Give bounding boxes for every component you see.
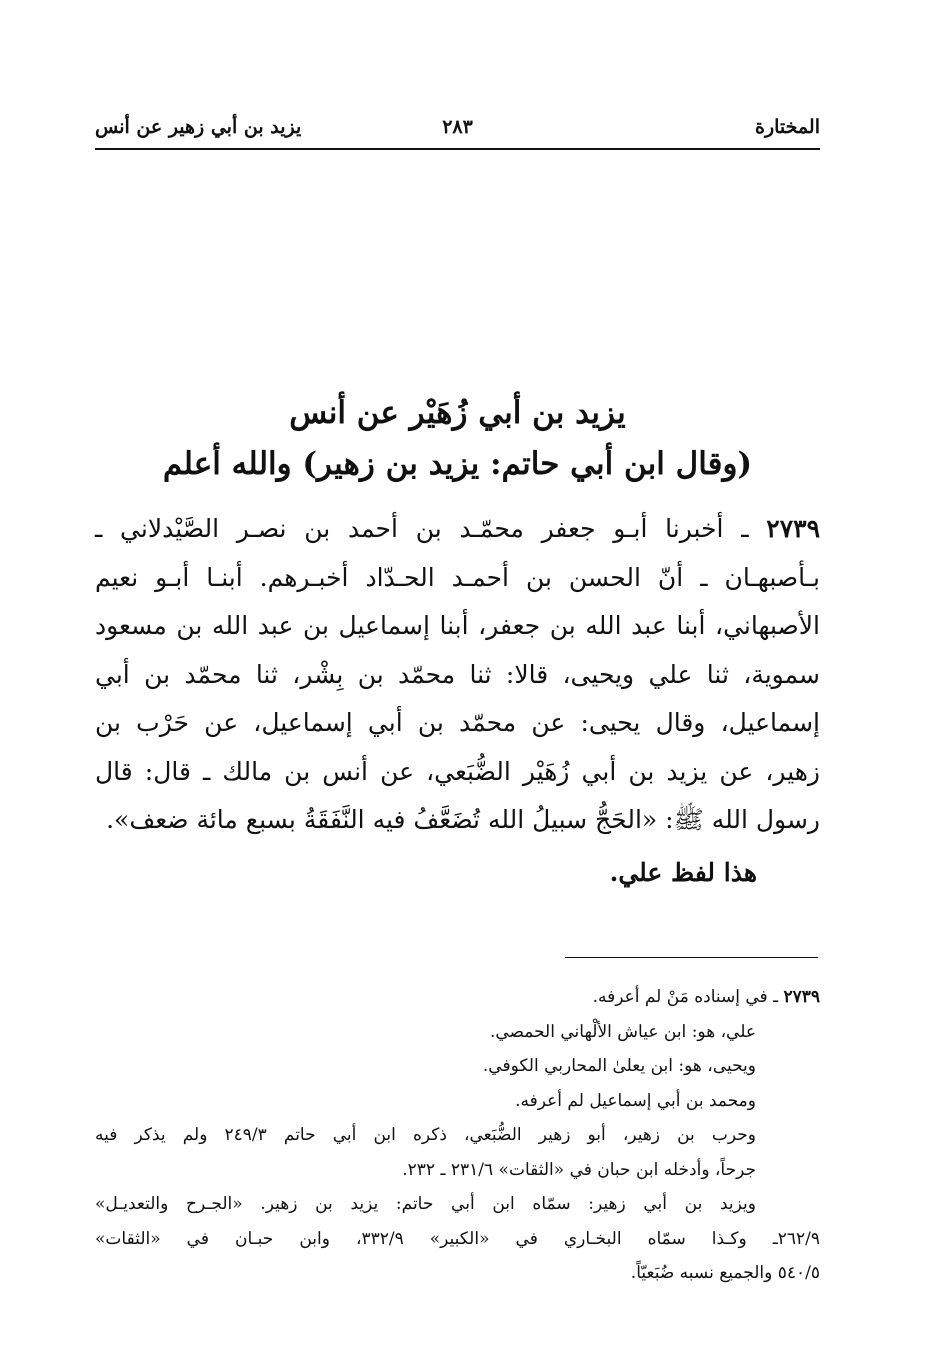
footnote-line-2: علي، هو: ابن عياش الألْهاني الحمصي. [489,1021,756,1042]
running-header [95,112,820,146]
header-book-title: المختارة [755,116,820,138]
footnote-line-9: ٥٤٠/٥ والجميع نسبه ضُبَعيّاً. [630,1263,820,1283]
footnote-line-7: ويزيد بن أبي زهير: سمّاه ابن أبي حاتم: يزيد بن زهير. «الجـرح والتعديـل» [95,1194,756,1214]
footnote-line-4: ومحمد بن أبي إسماعيل لم أعرفه. [515,1090,756,1111]
hadith-line-6: زهير، عن يزيد بن أبي زُهَيْر الضُّبَعي، عن أنس بن مالك ـ قال: قال [95,756,820,786]
header-rule [95,148,820,150]
hadith-line-7: رسول الله ﷺ: «الحَجُّ سبيلُ الله تُضَعَّفُ فيه النَّفَقَةُ بسبع مائة ضعف». [106,805,820,834]
page-number: ٢٨٣ [442,116,473,138]
hadith-number: ٢٧٣٩ [766,514,820,543]
footnote-line-5: وحرب بن زهير، أبو زهير الضُّبَعي، ذكره ابن أبي حاتم ٢٤٩/٣ ولم يذكر فيه [95,1125,756,1145]
footnote-line-1: ٢٧٣٩ ـ في إسناده مَنْ لم أعرفه. [592,987,820,1007]
footnotes [95,980,820,1291]
footnote-rule [565,957,818,958]
footnote-line-6: جرحاً، وأدخله ابن حبان في «الثقات» ٢٣١/٦ ـ ٢٣٢. [402,1159,756,1180]
hadith-line-3: الأصبهاني، أبنا عبد الله بن جعفر، أبنا إسماعيل بن عبد الله بن مسعود [95,611,820,640]
hadith-line-5: إسماعيل، وقال يحيى: عن محمّد بن أبي إسماعيل، عن حَرْب بن [95,708,820,737]
chapter-title: يزيد بن أبي زُهَيْر عن أنس [289,395,626,431]
hadith-line-1: ٢٧٣٩ ـ أخبرنا أبـو جعفر محمّـد بن أحمد بن نصـر الصَّيْدلاني ـ [95,514,820,543]
footnote-number: ٢٧٣٩ [783,987,820,1007]
header-chapter-title: يزيد بن أبي زهير عن أنس [95,116,302,138]
chapter-subtitle: (وقال ابن أبي حاتم: يزيد بن زهير) والله أعلم [162,446,753,482]
source-note: هذا لفظ علي. [609,858,757,887]
chapter-heading [95,388,820,490]
hadith-line-2: بـأصبهـان ـ أنّ الحسن بن أحمـد الحـدّاد أخبـرهم. أبنـا أبـو نعيم [95,562,820,592]
footnote-line-8: ٢٦٢/٩ـ وكـذا سمّاه البخـاري في «الكبير» ٣٣٢/٩، وابن حبـان في «الثقات» [95,1228,820,1249]
hadith-text [95,505,820,845]
footnote-line-3: ويحيى، هو: ابن يعلىٰ المحاربي الكوفي. [482,1056,756,1076]
hadith-line-4: سموية، ثنا علي ويحيى، قالا: ثنا محمّد بن بِشْر، ثنا محمّد بن أبي [95,659,820,689]
